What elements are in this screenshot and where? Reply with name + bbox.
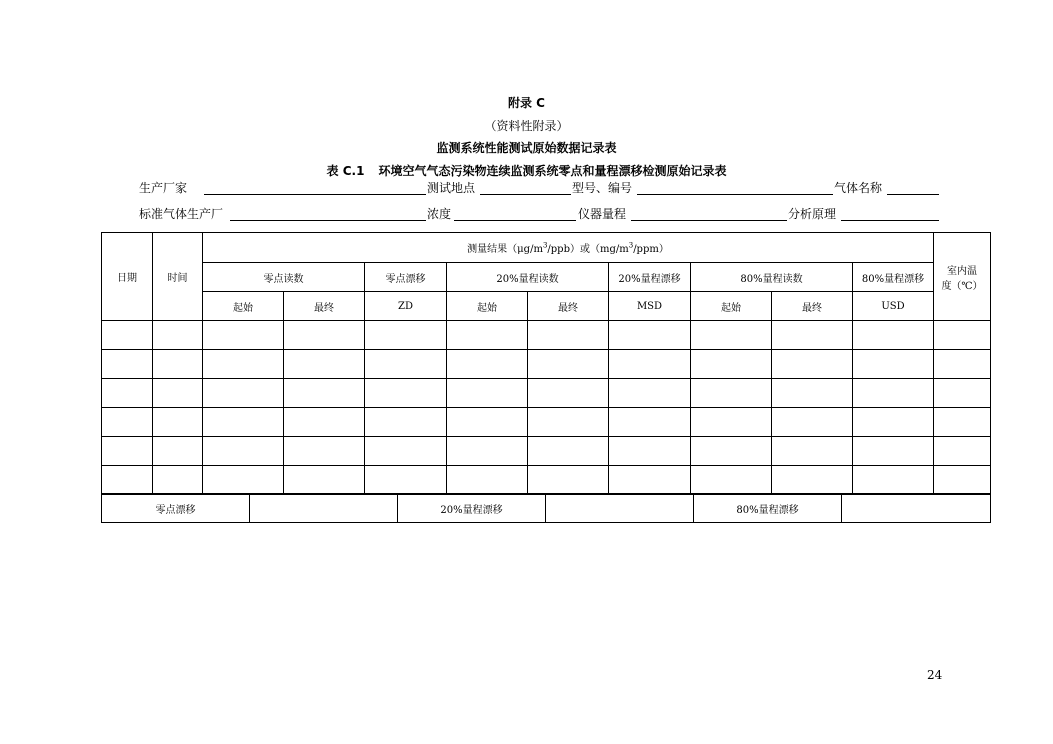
table-cell[interactable]	[102, 437, 153, 466]
model-no-field[interactable]	[637, 194, 833, 195]
table-title: 环境空气气态污染物连续监测系统零点和量程漂移检测原始记录表	[378, 164, 727, 178]
table-cell[interactable]	[934, 437, 991, 466]
zero-start-header: 起始	[203, 292, 284, 321]
table-cell[interactable]	[153, 466, 203, 495]
table-caption	[0, 162, 1053, 179]
zero-reading-header: 零点读数	[203, 263, 365, 292]
table-cell[interactable]	[772, 379, 853, 408]
table-cell[interactable]	[284, 466, 365, 495]
table-cell[interactable]	[853, 408, 934, 437]
table-number: 表 C.1	[326, 164, 365, 178]
span80-drift-header: 80%量程漂移	[853, 263, 934, 292]
table-row	[102, 379, 991, 408]
summary-span80-drift-value[interactable]	[842, 494, 991, 523]
table-cell[interactable]	[934, 408, 991, 437]
table-cell[interactable]	[528, 350, 609, 379]
info-row-2	[139, 206, 939, 224]
table-row	[102, 321, 991, 350]
table-cell[interactable]	[853, 437, 934, 466]
analysis-principle-field[interactable]	[841, 220, 939, 221]
table-row	[102, 350, 991, 379]
zd-header: ZD	[365, 292, 447, 321]
table-cell[interactable]	[528, 408, 609, 437]
table-cell[interactable]	[153, 321, 203, 350]
table-row	[102, 408, 991, 437]
span80-start-header: 起始	[691, 292, 772, 321]
table-cell[interactable]	[691, 408, 772, 437]
table-cell[interactable]	[528, 466, 609, 495]
table-cell[interactable]	[284, 350, 365, 379]
document-title: 监测系统性能测试原始数据记录表	[436, 141, 617, 155]
table-cell[interactable]	[934, 466, 991, 495]
span20-end-header: 最终	[528, 292, 609, 321]
table-cell[interactable]	[447, 466, 528, 495]
table-cell[interactable]	[853, 466, 934, 495]
result-prefix: 测量结果（μg/m	[467, 244, 543, 255]
table-cell[interactable]	[853, 379, 934, 408]
table-cell[interactable]	[102, 466, 153, 495]
table-cell[interactable]	[153, 408, 203, 437]
table-cell[interactable]	[102, 350, 153, 379]
gas-name-label: 气体名称	[834, 181, 883, 195]
table-cell[interactable]	[203, 321, 284, 350]
table-cell[interactable]	[203, 379, 284, 408]
gas-name-field[interactable]	[887, 194, 939, 195]
table-cell[interactable]	[691, 321, 772, 350]
table-cell[interactable]	[609, 379, 691, 408]
summary-zero-drift-label: 零点漂移	[102, 494, 250, 523]
table-cell[interactable]	[365, 437, 447, 466]
summary-span20-drift-value[interactable]	[546, 494, 694, 523]
table-cell[interactable]	[691, 379, 772, 408]
table-cell[interactable]	[153, 437, 203, 466]
instrument-range-field[interactable]	[631, 220, 787, 221]
instrument-range-label: 仪器量程	[578, 207, 627, 221]
room-temp-header	[934, 233, 991, 321]
table-cell[interactable]	[365, 466, 447, 495]
room-temp-line-1: 室内温	[947, 265, 978, 277]
table-cell[interactable]	[772, 437, 853, 466]
table-cell[interactable]	[284, 321, 365, 350]
model-no-label: 型号、编号	[572, 181, 633, 195]
table-cell[interactable]	[691, 437, 772, 466]
result-mid: /ppb）或（mg/m	[547, 244, 629, 255]
table-cell[interactable]	[284, 408, 365, 437]
table-cell[interactable]	[153, 379, 203, 408]
table-cell[interactable]	[365, 379, 447, 408]
table-cell[interactable]	[153, 350, 203, 379]
record-table	[101, 232, 991, 495]
table-cell[interactable]	[447, 379, 528, 408]
table-cell[interactable]	[528, 321, 609, 350]
table-cell[interactable]	[102, 408, 153, 437]
manufacturer-field[interactable]	[204, 194, 426, 195]
summary-span80-drift-label: 80%量程漂移	[694, 494, 842, 523]
appendix-nature: （资料性附录）	[484, 119, 569, 133]
table-cell[interactable]	[772, 321, 853, 350]
table-cell[interactable]	[447, 408, 528, 437]
test-site-label: 测试地点	[427, 181, 476, 195]
table-cell[interactable]	[691, 466, 772, 495]
table-cell[interactable]	[365, 350, 447, 379]
summary-zero-drift-value[interactable]	[250, 494, 398, 523]
table-cell[interactable]	[284, 437, 365, 466]
span20-drift-header: 20%量程漂移	[609, 263, 691, 292]
info-row-1	[139, 180, 939, 198]
date-header: 日期	[102, 233, 153, 321]
table-cell[interactable]	[447, 350, 528, 379]
table-cell[interactable]	[853, 350, 934, 379]
table-cell[interactable]	[609, 321, 691, 350]
std-gas-maker-label: 标准气体生产厂	[139, 207, 224, 221]
table-row	[102, 466, 991, 495]
table-cell[interactable]	[609, 466, 691, 495]
table-cell[interactable]	[934, 350, 991, 379]
table-cell[interactable]	[447, 321, 528, 350]
table-cell[interactable]	[102, 321, 153, 350]
table-cell[interactable]	[102, 379, 153, 408]
table-cell[interactable]	[528, 379, 609, 408]
usd-header: USD	[853, 292, 934, 321]
table-cell[interactable]	[528, 437, 609, 466]
manufacturer-label: 生产厂家	[139, 181, 188, 195]
concentration-label: 浓度	[427, 207, 452, 221]
result-sup-2: 3	[628, 241, 634, 250]
table-cell[interactable]	[203, 466, 284, 495]
test-site-field[interactable]	[480, 194, 571, 195]
zero-end-header: 最终	[284, 292, 365, 321]
span80-reading-header: 80%量程读数	[691, 263, 853, 292]
table-cell[interactable]	[609, 408, 691, 437]
table-cell[interactable]	[772, 408, 853, 437]
table-cell[interactable]	[934, 379, 991, 408]
result-sup-1: 3	[542, 241, 548, 250]
span80-end-header: 最终	[772, 292, 853, 321]
span20-start-header: 起始	[447, 292, 528, 321]
table-cell[interactable]	[609, 350, 691, 379]
table-cell[interactable]	[691, 350, 772, 379]
measurement-result-header	[203, 233, 934, 263]
table-cell[interactable]	[203, 350, 284, 379]
table-cell[interactable]	[284, 379, 365, 408]
msd-header: MSD	[609, 292, 691, 321]
table-cell[interactable]	[365, 321, 447, 350]
time-header: 时间	[153, 233, 203, 321]
concentration-field[interactable]	[454, 220, 576, 221]
span20-reading-header: 20%量程读数	[447, 263, 609, 292]
std-gas-maker-field[interactable]	[230, 220, 426, 221]
summary-span20-drift-label: 20%量程漂移	[398, 494, 546, 523]
table-cell[interactable]	[447, 437, 528, 466]
table-cell[interactable]	[772, 466, 853, 495]
table-cell[interactable]	[609, 437, 691, 466]
result-suffix: /ppm）	[633, 244, 669, 255]
analysis-principle-label: 分析原理	[788, 207, 837, 221]
table-cell[interactable]	[772, 350, 853, 379]
drift-summary-table	[101, 493, 991, 523]
table-cell[interactable]	[934, 321, 991, 350]
room-temp-line-2: 度（℃）	[941, 280, 983, 292]
table-cell[interactable]	[365, 408, 447, 437]
zero-drift-header: 零点漂移	[365, 263, 447, 292]
table-cell[interactable]	[203, 437, 284, 466]
table-row	[102, 437, 991, 466]
table-cell[interactable]	[853, 321, 934, 350]
appendix-label: 附录 C	[508, 96, 545, 110]
page-number: 24	[927, 668, 943, 682]
table-cell[interactable]	[203, 408, 284, 437]
